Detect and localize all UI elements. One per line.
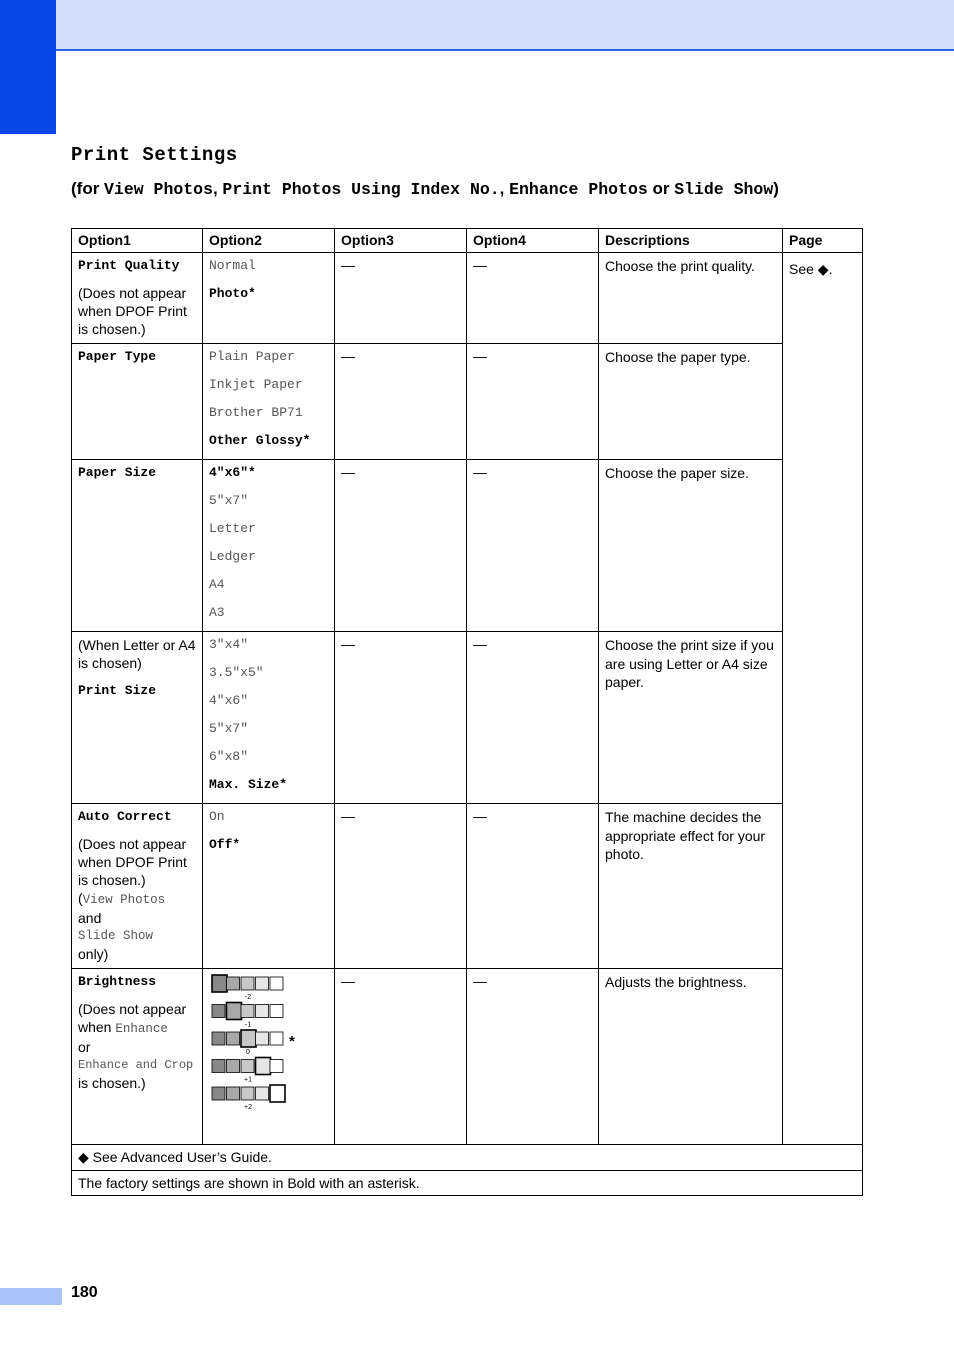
- option4-cell: —: [467, 460, 599, 632]
- option3-cell: —: [335, 969, 467, 1145]
- option1-cell: [72, 969, 203, 1145]
- factory-note: The factory settings are shown in Bold with an asterisk.: [72, 1171, 863, 1196]
- settings-table: [71, 228, 863, 1196]
- brightness-cell: [241, 1060, 254, 1073]
- brightness-cell: [212, 1032, 225, 1045]
- header-option3: Option3: [335, 229, 467, 253]
- brightness-cell: [270, 977, 283, 990]
- option-value: Ledger: [209, 549, 256, 564]
- brightness-cell: [241, 1030, 256, 1047]
- footnote-row: [72, 1145, 863, 1171]
- note-end: is chosen.): [78, 1075, 146, 1091]
- brightness-level-icon: [212, 1030, 295, 1056]
- brightness-level-icon: [212, 975, 283, 1001]
- brightness-cell: [227, 1087, 240, 1100]
- brightness-cell: [212, 1087, 225, 1100]
- option-value: 4"x6": [209, 693, 249, 708]
- option2-cell: [203, 632, 335, 804]
- brightness-scale-icon: [209, 973, 309, 1113]
- option1-cell: [72, 460, 203, 632]
- scope-and: and: [78, 910, 102, 926]
- table-row: [72, 969, 863, 1145]
- setting-note: (Does not appear when DPOF Print is chosen.): [78, 285, 187, 337]
- setting-scope-note: (View Photos: [78, 890, 166, 907]
- option-value: 6"x8": [209, 749, 249, 764]
- footnote: ◆ See Advanced User’s Guide.: [72, 1145, 863, 1171]
- header-page: Page: [783, 229, 863, 253]
- option3-cell: —: [335, 460, 467, 632]
- table-row: [72, 804, 863, 969]
- default-asterisk: *: [289, 1033, 295, 1050]
- option1-cell: [72, 632, 203, 804]
- setting-note: (Does not appear when Enhance: [78, 1001, 187, 1036]
- brightness-level-icon: [212, 1085, 285, 1111]
- scope-mode: Slide Show: [78, 929, 154, 943]
- note-mode: Enhance and Crop: [78, 1058, 194, 1072]
- option-value: 5"x7": [209, 721, 249, 736]
- description-cell: Choose the print quality.: [599, 253, 783, 344]
- brightness-cell: [256, 1005, 269, 1018]
- brightness-level-label: -1: [244, 1021, 252, 1029]
- chapter-tab: [0, 0, 56, 134]
- setting-name: Auto Correct: [78, 809, 172, 824]
- brightness-level-label: +2: [244, 1104, 252, 1111]
- option-value-default: Photo*: [209, 286, 256, 301]
- description-cell: Choose the paper size.: [599, 460, 783, 632]
- description-cell: The machine decides the appropriate effect for your photo.: [599, 804, 783, 969]
- factory-note-row: [72, 1171, 863, 1196]
- option-value-default: Other Glossy*: [209, 433, 311, 448]
- brightness-cell: [212, 1005, 225, 1018]
- option4-cell: —: [467, 344, 599, 460]
- option4-cell: —: [467, 253, 599, 344]
- setting-name: Brightness: [78, 974, 157, 989]
- table-row: [72, 632, 863, 804]
- option-value-default: Max. Size*: [209, 777, 288, 792]
- brightness-level-label: +1: [244, 1076, 252, 1084]
- option2-cell: [203, 460, 335, 632]
- section-subtitle: (for View Photos, Print Photos Using Index No., Enhance Photos or Slide Show): [71, 179, 779, 199]
- table-row: [72, 344, 863, 460]
- description-cell: Choose the paper type.: [599, 344, 783, 460]
- brightness-cell: [256, 977, 269, 990]
- brightness-cell: [227, 1060, 240, 1073]
- option-value-default: Off*: [209, 837, 241, 852]
- option3-cell: —: [335, 632, 467, 804]
- setting-name: Paper Type: [78, 349, 157, 364]
- option4-cell: —: [467, 804, 599, 969]
- brightness-cell: [256, 1087, 269, 1100]
- option1-cell: [72, 253, 203, 344]
- option2-cell: [203, 253, 335, 344]
- brightness-cell: [212, 975, 227, 992]
- table-header-row: [72, 229, 863, 253]
- page-number-tab: [0, 1288, 62, 1305]
- page-cell: See ◆.: [783, 253, 863, 1145]
- option-value: A4: [209, 577, 225, 592]
- option-value: 3.5"x5": [209, 665, 264, 680]
- option4-cell: —: [467, 632, 599, 804]
- option-value: Inkjet Paper: [209, 377, 303, 392]
- brightness-cell: [270, 1060, 283, 1073]
- option-value: On: [209, 809, 225, 824]
- option3-cell: —: [335, 344, 467, 460]
- option-value: Normal: [209, 258, 256, 273]
- option-value: 5"x7": [209, 493, 249, 508]
- brightness-cell: [241, 1087, 254, 1100]
- page-title: Print Settings: [71, 144, 238, 166]
- setting-name: Paper Size: [78, 465, 157, 480]
- brightness-level-label: -2: [244, 994, 252, 1001]
- table-row: [72, 253, 863, 344]
- header-option2: Option2: [203, 229, 335, 253]
- header-descriptions: Descriptions: [599, 229, 783, 253]
- brightness-cell: [270, 1085, 285, 1102]
- option2-cell: [203, 804, 335, 969]
- header-option4: Option4: [467, 229, 599, 253]
- brightness-cell: [241, 1005, 254, 1018]
- option1-cell: [72, 804, 203, 969]
- option3-cell: —: [335, 804, 467, 969]
- brightness-cell: [256, 1032, 269, 1045]
- page-number: 180: [71, 1284, 98, 1301]
- brightness-level-icon: [212, 1003, 283, 1029]
- option2-cell: [203, 969, 335, 1145]
- brightness-cell: [241, 977, 254, 990]
- brightness-cell: [227, 1003, 242, 1020]
- brightness-cell: [212, 1060, 225, 1073]
- brightness-cell: [270, 1032, 283, 1045]
- table-row: [72, 460, 863, 632]
- brightness-level-icon: [212, 1058, 283, 1084]
- setting-note: (When Letter or A4 is chosen): [78, 637, 196, 671]
- brightness-cell: [256, 1058, 271, 1075]
- header-option1: Option1: [72, 229, 203, 253]
- brightness-cell: [270, 1005, 283, 1018]
- option4-cell: —: [467, 969, 599, 1145]
- option-value: Brother BP71: [209, 405, 303, 420]
- description-cell: Choose the print size if you are using Letter or A4 size paper.: [599, 632, 783, 804]
- option-value: 3"x4": [209, 637, 249, 652]
- brightness-cell: [227, 977, 240, 990]
- scope-only: only): [78, 946, 109, 962]
- note-or: or: [78, 1039, 91, 1055]
- description-cell: Adjusts the brightness.: [599, 969, 783, 1145]
- option-value: Letter: [209, 521, 256, 536]
- option-value-default: 4"x6"*: [209, 465, 256, 480]
- option-value: Plain Paper: [209, 349, 295, 364]
- setting-name: Print Size: [78, 683, 157, 698]
- option1-cell: [72, 344, 203, 460]
- setting-name: Print Quality: [78, 258, 180, 273]
- brightness-level-label: 0: [246, 1049, 250, 1056]
- option-value: A3: [209, 605, 225, 620]
- brightness-cell: [227, 1032, 240, 1045]
- option3-cell: —: [335, 253, 467, 344]
- option2-cell: [203, 344, 335, 460]
- header-bar: [0, 0, 954, 51]
- setting-note: (Does not appear when DPOF Print is chosen.): [78, 836, 187, 888]
